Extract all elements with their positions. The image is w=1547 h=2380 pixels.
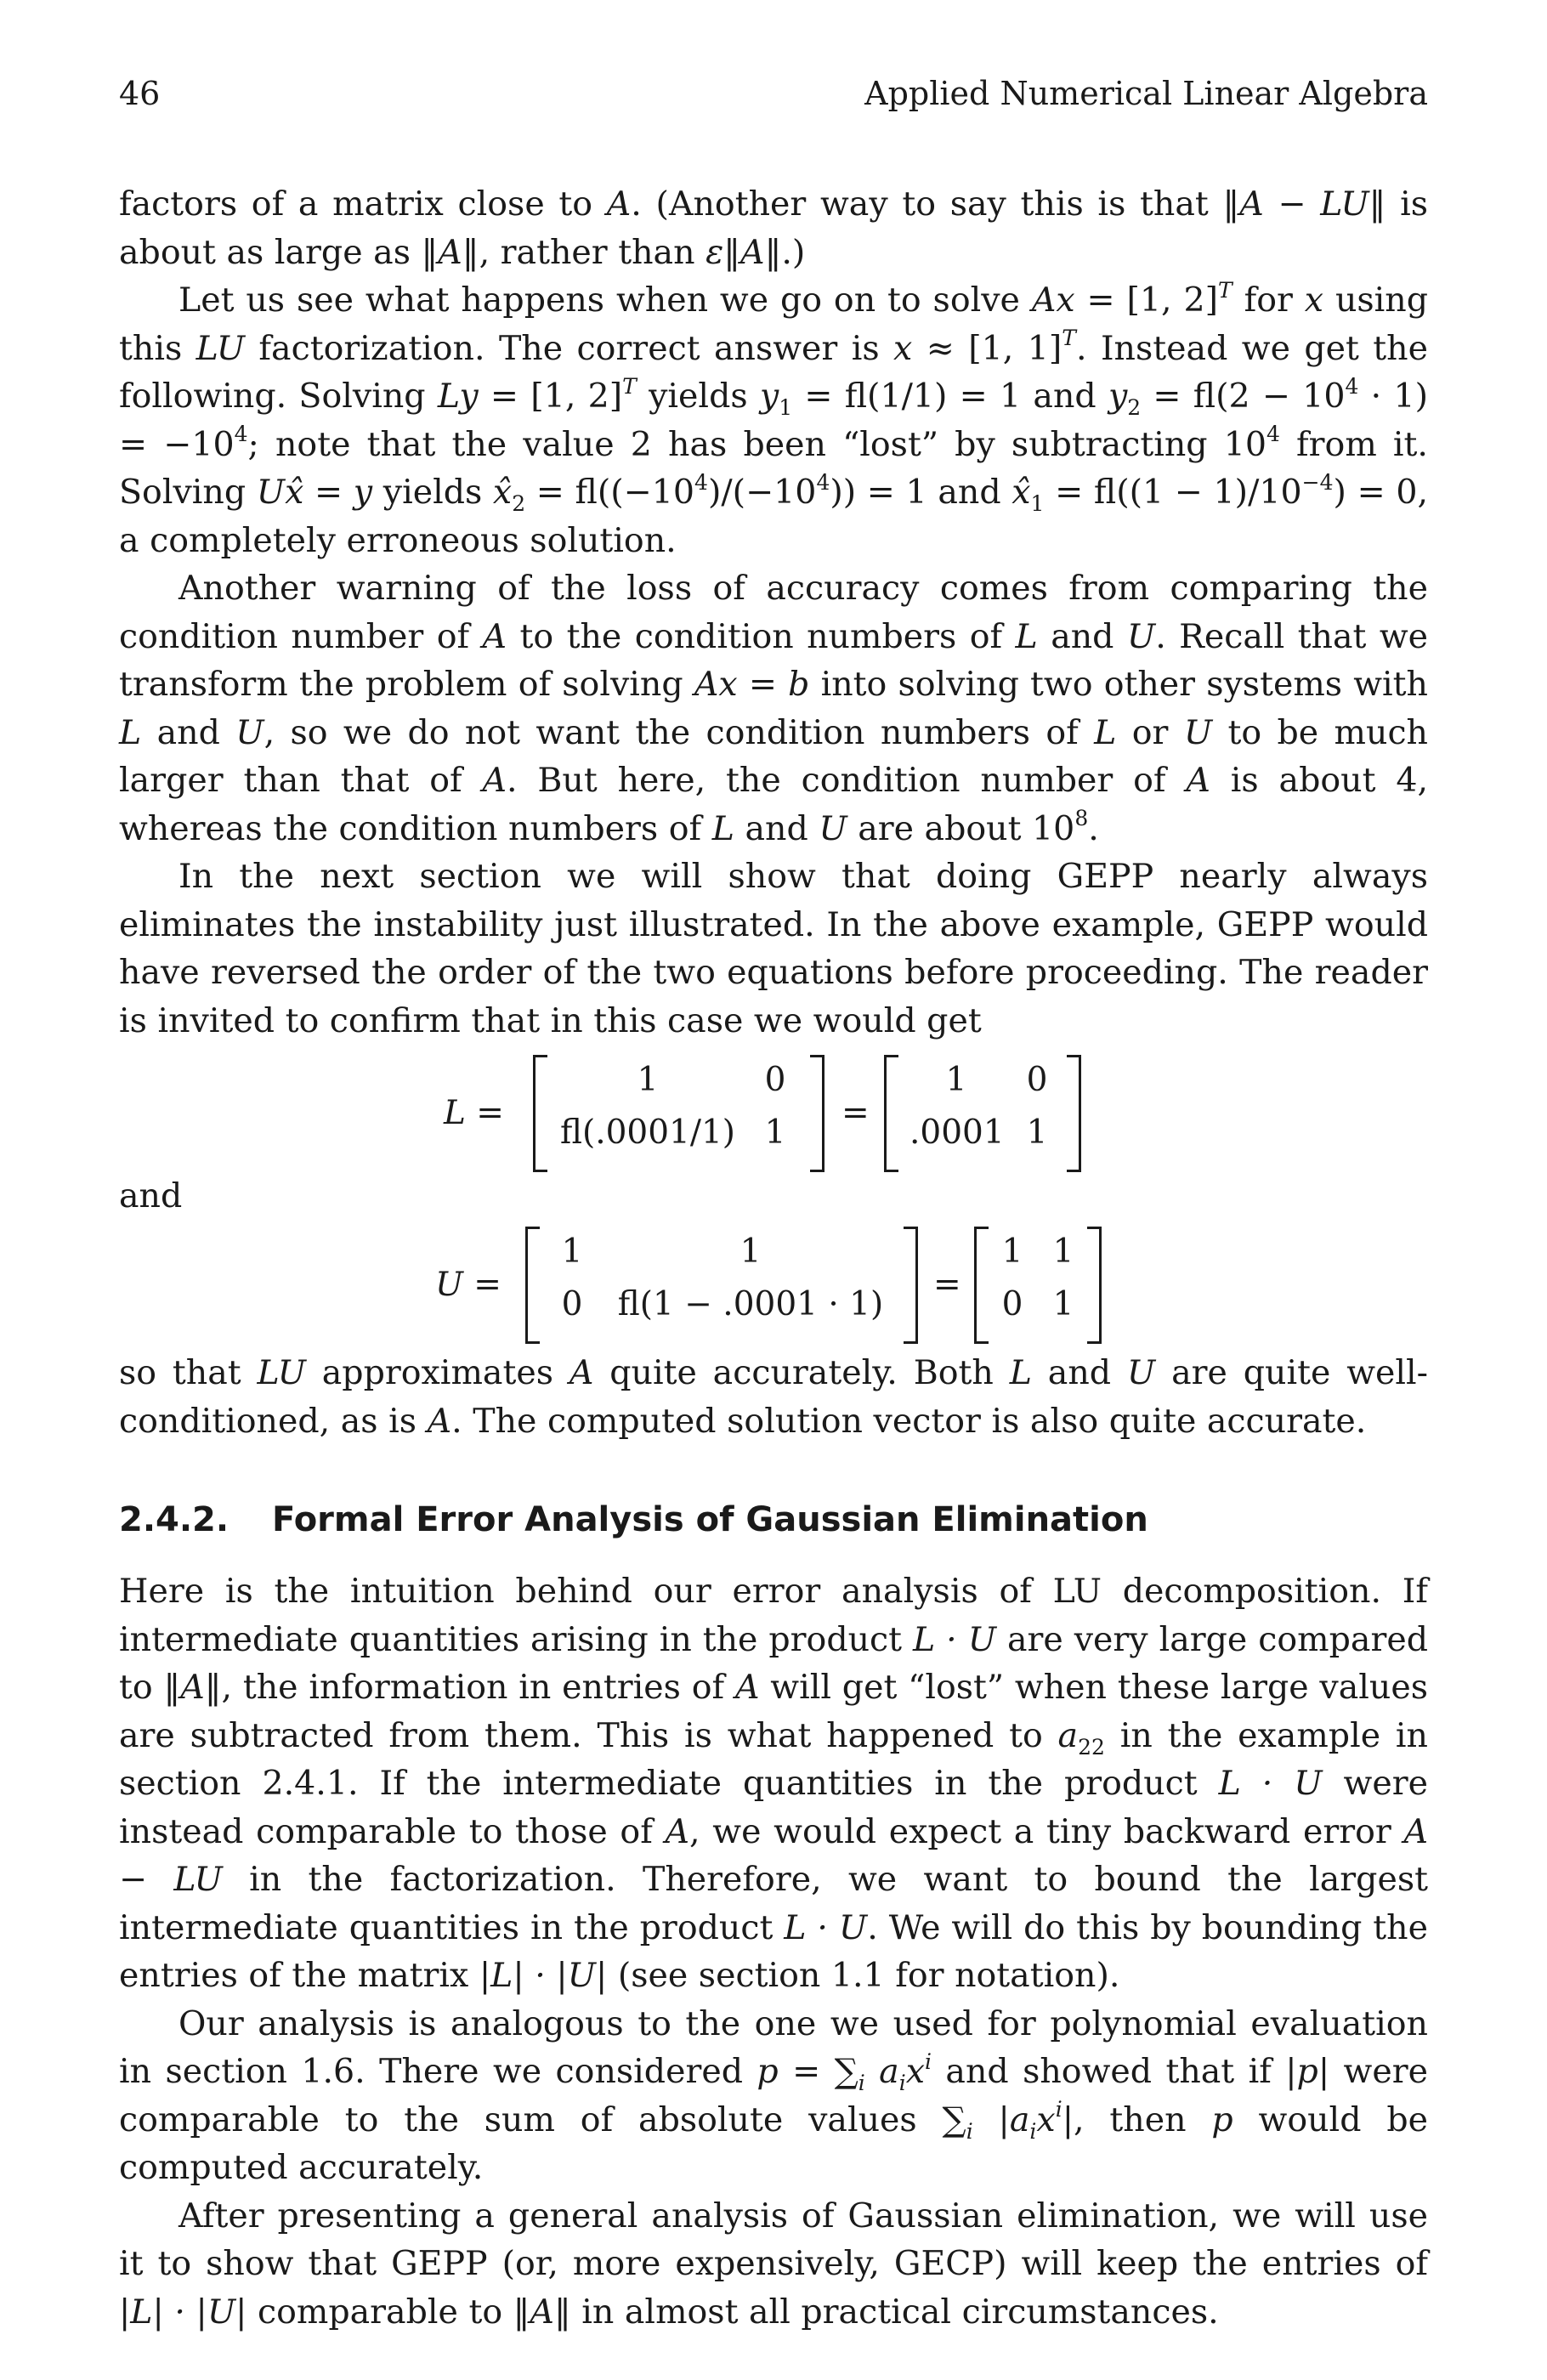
matrix-cell: .0001 [910, 1114, 1005, 1152]
matrix-U-result [974, 1227, 1102, 1342]
and-text: and [119, 1176, 183, 1216]
page-header [119, 60, 1428, 112]
matrix-cell: fl(.0001/1) [559, 1114, 736, 1152]
matrix-cell: 0 [561, 1285, 583, 1323]
matrix-cell: 1 [561, 1232, 583, 1271]
equation-U-lhs: U = [435, 1265, 502, 1304]
matrix-cell: fl(1 − .0001 · 1) [617, 1285, 884, 1323]
paragraph-8: After presenting a general analysis of Gaussian elimination, we will use it to show that GEPP (or, more expensively, GECP) will keep the entries of |L| · |U| comparable to ‖A‖ in almost all practical circumstances. [119, 2196, 1428, 2332]
matrix-cell: 0 [1001, 1285, 1023, 1323]
paragraph-1: factors of a matrix close to A. (Another way to say this is that ‖A − LU‖ is about as large as ‖A‖, rather than ε‖A‖.) [119, 184, 1428, 272]
matrix-L-result [884, 1055, 1081, 1170]
section-number: 2.4.2. [119, 1500, 230, 1539]
paragraph-5: so that LU approximates A quite accurately. Both L and U are quite well-conditioned, as is A. The computed solution vector is also quite accurate. [119, 1353, 1429, 1441]
paragraph-3: Another warning of the loss of accuracy comes from comparing the condition number of A to the condition numbers of L and U. Recall that we transform the problem of solving Ax = b into solving two other systems with L and U, so we do not want the condition numbers of L or U to be much larger than that of A. But here, the condition number of A is about 4, whereas the condition numbers of L and U are about $10^8$. [119, 569, 1429, 848]
equation-U [119, 1227, 1428, 1342]
paragraph-6: Here is the intuition behind our error analysis of LU decomposition. If intermediate quantities arising in the product L · U are very large compared to ‖A‖, the information in entries of A will get “lost” when these large values are subtracted from them. This is what happened to $a_{22}$ in the example in section 2.4.1. If the intermediate quantities in the product L · U were instead comparable to those of A, we would expect a tiny backward error A − LU in the factorization. Therefore, we want to bound the largest intermediate quantities in the product L · U. We will do this by bounding the entries of the matrix |L| · |U| (see section 1.1 for notation). [119, 1572, 1429, 1995]
section-title: Formal Error Analysis of Gaussian Elimination [272, 1500, 1148, 1539]
matrix-L-computed [533, 1055, 824, 1170]
page [119, 60, 1428, 2336]
equation-L-equals: = [842, 1093, 870, 1132]
matrix-U-computed [525, 1227, 918, 1342]
section-heading [119, 1498, 1428, 1542]
matrix-cell: 1 [1052, 1232, 1074, 1271]
running-title: Applied Numerical Linear Algebra [864, 75, 1428, 112]
page-number: 46 [119, 75, 161, 112]
matrix-cell: 1 [945, 1061, 967, 1099]
matrix-cell: 0 [1026, 1061, 1048, 1099]
equation-L [119, 1055, 1428, 1170]
paragraph-7: Our analysis is analogous to the one we used for polynomial evaluation in section 1.6. There we considered $p = \sum_i$ $a_ix^i$ and showed that if |p| were comparable to the sum of absolute values $\sum_i$ $|a_ix^i|$, then p would be computed accurately. [119, 2003, 1428, 2187]
matrix-cell: 1 [1052, 1285, 1074, 1323]
matrix-cell: 1 [1001, 1232, 1023, 1271]
matrix-cell: 1 [1026, 1114, 1048, 1152]
matrix-cell: 1 [740, 1232, 762, 1271]
matrix-cell: 1 [764, 1114, 786, 1152]
paragraph-4: In the next section we will show that doing GEPP nearly always eliminates the instability just illustrated. In the above example, GEPP would have reversed the order of the two equations before proceeding. The reader is invited to confirm that in this case we would get [119, 857, 1428, 1040]
paragraph-2: Let us see what happens when we go on to solve Ax = [1, 2]$^T$ for x using this LU factorization. The correct answer is x ≈ [1, 1]$^T$. Instead we get the following. Solving Ly = [1, 2]$^T$ yields $y_1 = fl(1/1) = 1$ and $y_2 = fl(2 - 10^4 \cdot 1) = -10^4$; note that the value 2 has been “lost” by subtracting $10^4$ from it. Solving Ux̂ = y yields $x̂_2 = fl((-10^4)/(-10^4)) = 1$ and $x̂_1 = fl((1 - 1)/10^{-4}) = 0$, a completely erroneous solution. [119, 277, 1429, 560]
equation-U-equals: = [933, 1265, 961, 1304]
matrix-cell: 0 [764, 1061, 786, 1099]
equation-L-lhs: L = [444, 1093, 504, 1132]
matrix-cell: 1 [637, 1061, 659, 1099]
